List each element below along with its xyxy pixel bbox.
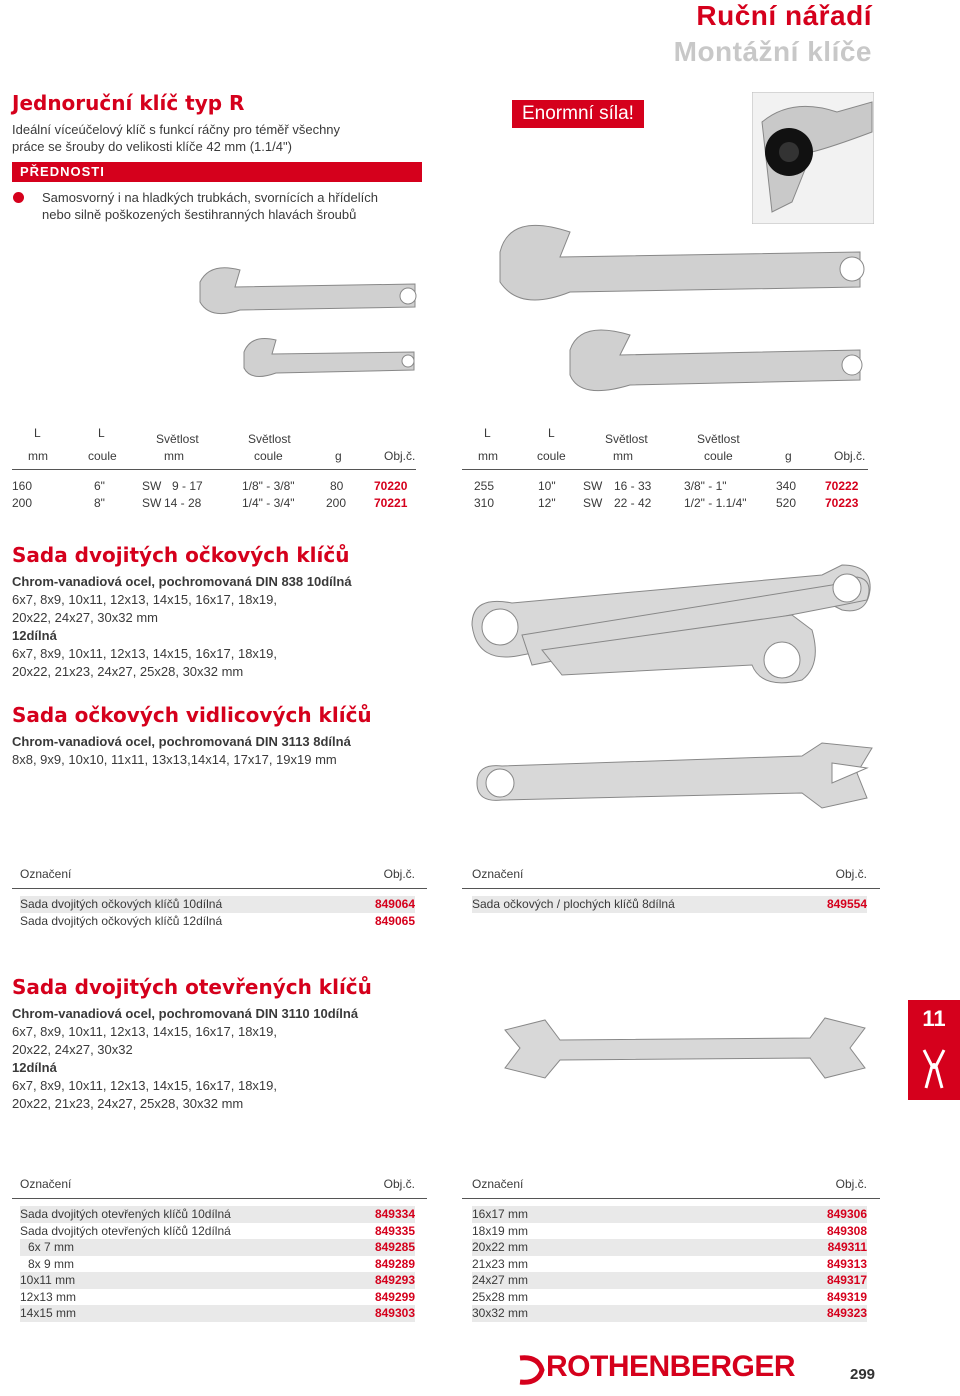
col-mm: mm <box>164 449 184 463</box>
divider <box>462 888 880 889</box>
chapter-number: 11 <box>922 1006 946 1031</box>
table-a-left <box>20 866 415 883</box>
col-coule: coule <box>254 449 283 463</box>
table-row: Sada dvojitých otevřených klíčů 12dílná 849335 <box>20 1223 415 1238</box>
col-mm: mm <box>613 449 633 463</box>
advantage-line2: nebo silně poškozených šestihranných hlavách šroubů <box>42 207 357 222</box>
table-a-right <box>472 866 867 883</box>
ratchet-wrench-small-image <box>236 334 426 384</box>
section4-label12: 12dílná <box>12 1060 57 1075</box>
length-icon: L <box>484 426 491 440</box>
table-a-left-body <box>20 896 415 929</box>
col-obj: Obj.č. <box>384 449 416 463</box>
section3-sizes: 8x8, 9x9, 10x10, 11x11, 13x13,14x14, 17x17, 19x19 mm <box>12 752 337 767</box>
table-b-right-body <box>472 1206 867 1322</box>
table-row: 25x28 mm 849319 <box>472 1289 867 1304</box>
section2-label12: 12dílná <box>12 628 57 643</box>
section2-title: Sada dvojitých očkových klíčů <box>12 543 350 567</box>
chapter-subtitle: Montážní klíče <box>673 36 872 67</box>
section2-sizes10-2: 20x22, 24x27, 30x32 mm <box>12 610 158 625</box>
section4-title: Sada dvojitých otevřených klíčů <box>12 975 372 999</box>
brand-logo: ROTHENBERGER <box>546 1350 796 1383</box>
section1-title: Jednoruční klíč typ R <box>12 91 245 115</box>
open-end-wrench-set-image <box>500 1010 870 1085</box>
table-header: Označení Obj.č. <box>20 1177 415 1191</box>
table-row: Sada dvojitých očkových klíčů 10dílná 849064 <box>20 897 415 911</box>
section4-material: Chrom-vanadiová ocel, pochromovaná DIN 3110 10dílná <box>12 1006 359 1021</box>
wrench-closeup-image <box>752 92 874 224</box>
table-row: 8x 9 mm 849289 <box>28 1256 415 1271</box>
table-row: 12x13 mm 849299 <box>20 1289 415 1304</box>
advantages-badge: PŘEDNOSTI <box>12 162 422 182</box>
section2-sizes10-1: 6x7, 8x9, 10x11, 12x13, 14x15, 16x17, 18x19, <box>12 592 278 607</box>
divider <box>12 888 427 889</box>
section2-material: Chrom-vanadiová ocel, pochromovaná DIN 838 10dílná <box>12 574 352 589</box>
section3-material: Chrom-vanadiová ocel, pochromovaná DIN 3113 8dílná <box>12 734 351 749</box>
col-coule: coule <box>537 449 566 463</box>
spec-row: 255 10" SW 16 - 33 3/8" - 1" 340 70222 <box>474 479 859 493</box>
section2-sizes12-2: 20x22, 21x23, 24x27, 25x28, 30x32 mm <box>12 664 244 679</box>
spec-row: 160 6" SW 9 - 17 1/8" - 3/8" 80 70220 <box>12 479 408 493</box>
table-row: 6x 7 mm 849285 <box>20 1239 415 1256</box>
callout-badge: Enormní síla! <box>512 100 644 128</box>
table-row: Sada dvojitých otevřených klíčů 10dílná 849334 <box>20 1207 415 1221</box>
chapter-title: Ruční nářadí <box>696 0 872 31</box>
length-icon: L <box>98 426 105 440</box>
table-row: 14x15 mm 849303 <box>20 1306 415 1320</box>
weight-icon: g <box>785 449 792 463</box>
table-b-right <box>472 1176 867 1193</box>
section4-sizes12-2: 20x22, 21x23, 24x27, 25x28, 30x32 mm <box>12 1096 244 1111</box>
divider <box>12 1198 427 1199</box>
col-svetlost-coule: Světlost <box>248 432 291 446</box>
section4-sizes10-1: 6x7, 8x9, 10x11, 12x13, 14x15, 16x17, 18x19, <box>12 1024 278 1039</box>
table-row: 20x22 mm 849311 <box>472 1240 867 1254</box>
table-row: 21x23 mm 849313 <box>472 1256 867 1271</box>
divider <box>12 469 416 470</box>
section1-desc-line1: Ideální víceúčelový klíč s funkcí ráčny pro téměř všechny <box>12 122 341 137</box>
table-row: Sada očkových / plochých klíčů 8dílná 849554 <box>472 897 867 911</box>
col-mm: mm <box>28 449 48 463</box>
table-header: Označení Obj.č. <box>472 1177 867 1191</box>
table-b-left-body <box>20 1206 415 1322</box>
table-row: 24x27 mm 849317 <box>472 1273 867 1287</box>
col-obj: Obj.č. <box>834 449 866 463</box>
pliers-icon <box>916 1046 952 1092</box>
rothenberger-logo-icon <box>516 1352 546 1388</box>
table-row: 18x19 mm 849308 <box>472 1223 867 1238</box>
section4-sizes12-1: 6x7, 8x9, 10x11, 12x13, 14x15, 16x17, 18x19, <box>12 1078 278 1093</box>
section1-desc-line2: práce se šrouby do velikosti klíče 42 mm (1.1/4") <box>12 139 292 154</box>
combination-wrench-set-image <box>472 738 882 828</box>
table-header: Označení Obj.č. <box>20 867 415 881</box>
section3-title: Sada očkových vidlicových klíčů <box>12 703 372 727</box>
table-row: 30x32 mm 849323 <box>472 1306 867 1320</box>
spec-row: 310 12" SW 22 - 42 1/2" - 1.1/4" 520 70223 <box>474 496 859 510</box>
col-svetlost-mm: Světlost <box>156 432 199 446</box>
ratchet-wrench-xl-image <box>550 320 880 400</box>
section4-sizes10-2: 20x22, 24x27, 30x32 <box>12 1042 133 1057</box>
table-row: 10x11 mm 849293 <box>20 1273 415 1287</box>
col-coule: coule <box>88 449 117 463</box>
weight-icon: g <box>335 449 342 463</box>
table-header: Označení Obj.č. <box>472 867 867 881</box>
advantage-line1: Samosvorný i na hladkých trubkách, svornících a hřídelích <box>42 190 378 205</box>
divider <box>462 469 868 470</box>
table-row: Sada dvojitých očkových klíčů 12dílná 849065 <box>20 913 415 928</box>
col-coule: coule <box>704 449 733 463</box>
col-mm: mm <box>478 449 498 463</box>
spec-row: 200 8" SW 14 - 28 1/4" - 3/4" 200 70221 <box>12 496 408 510</box>
table-a-right-body <box>472 896 867 913</box>
spec-table-left <box>12 424 416 524</box>
col-svetlost-mm: Světlost <box>605 432 648 446</box>
bullet-icon <box>13 192 24 203</box>
section2-sizes12-1: 6x7, 8x9, 10x11, 12x13, 14x15, 16x17, 18x19, <box>12 646 278 661</box>
col-svetlost-coule: Světlost <box>697 432 740 446</box>
divider <box>462 1198 880 1199</box>
ratchet-wrench-medium-image <box>190 262 430 322</box>
spec-table-right <box>462 424 868 524</box>
length-icon: L <box>34 426 41 440</box>
box-wrench-set-image <box>462 555 882 695</box>
table-b-left <box>20 1176 415 1193</box>
length-icon: L <box>548 426 555 440</box>
table-row: 16x17 mm 849306 <box>472 1207 867 1221</box>
page-number: 299 <box>850 1366 876 1383</box>
ratchet-wrench-large-image <box>480 212 880 312</box>
